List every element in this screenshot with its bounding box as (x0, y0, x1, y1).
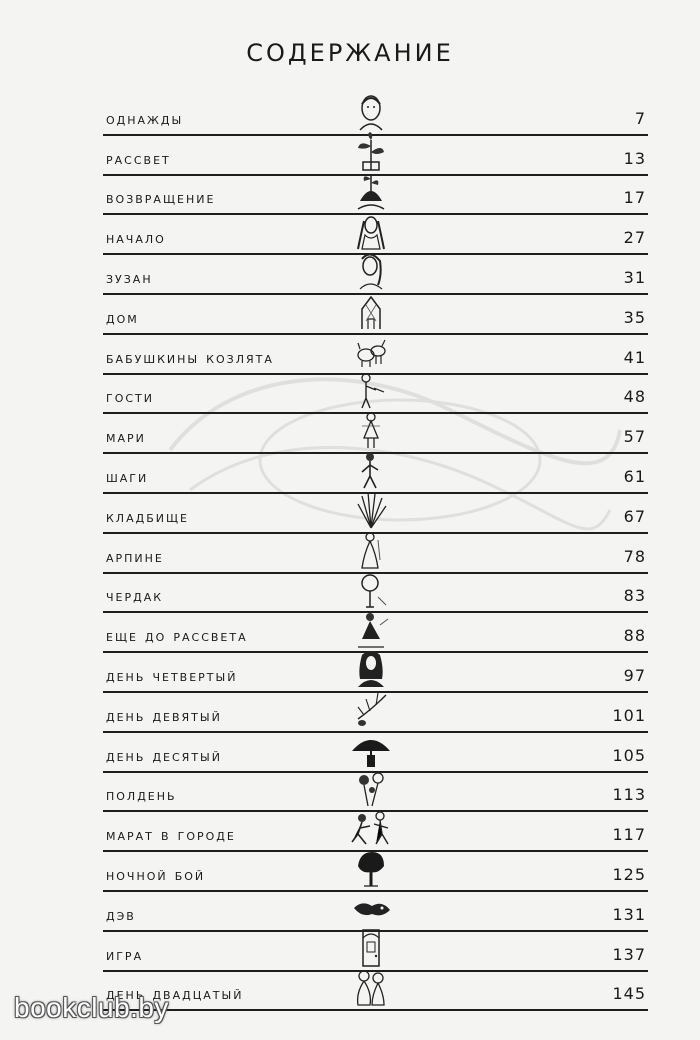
chapter-title: арпине (106, 546, 164, 566)
bird-branch-icon (348, 689, 394, 729)
toc-row[interactable] (103, 494, 648, 534)
toc-row[interactable] (103, 932, 648, 972)
toc-row[interactable] (103, 215, 648, 255)
toc-row[interactable] (103, 773, 648, 813)
toc-row[interactable] (103, 414, 648, 454)
chapter-title: ночной бой (106, 864, 206, 884)
toc-row[interactable] (103, 613, 648, 653)
toc-row[interactable] (103, 892, 648, 932)
page-number: 101 (612, 705, 646, 725)
chapter-title: гости (106, 387, 154, 407)
toc-row[interactable] (103, 295, 648, 335)
two-figures-icon (348, 967, 394, 1007)
woman-figure-icon (348, 530, 394, 570)
toc-row[interactable] (103, 335, 648, 375)
girl-figure-icon (348, 410, 394, 450)
chapter-title: зузан (106, 267, 153, 287)
page-number: 145 (612, 984, 646, 1004)
chapter-title: полдень (106, 785, 177, 805)
house-sketch-icon (348, 291, 394, 331)
chapter-title: день четвертый (106, 665, 238, 685)
chapter-title: однажды (106, 108, 184, 128)
umbrella-icon (348, 729, 394, 769)
page-number: 61 (623, 466, 646, 486)
chapter-title: день десятый (106, 745, 222, 765)
flowers-icon (348, 768, 394, 808)
door-icon (348, 928, 394, 968)
sitting-figure-icon (348, 609, 394, 649)
page-number: 17 (623, 188, 646, 208)
toc-row[interactable] (103, 176, 648, 216)
toc-row[interactable] (103, 255, 648, 295)
long-haired-woman-icon (348, 211, 394, 251)
chapter-title: возвращение (106, 188, 216, 208)
chapter-title: кладбище (106, 506, 189, 526)
chapter-title: день девятый (106, 705, 222, 725)
toc-row[interactable] (103, 96, 648, 136)
goats-sketch-icon (348, 331, 394, 371)
chapter-title: еще до рассвета (106, 626, 248, 646)
page-number: 113 (612, 785, 646, 805)
page-number: 27 (623, 228, 646, 248)
page-number: 31 (623, 267, 646, 287)
chapter-title: мари (106, 427, 146, 447)
toc-row[interactable] (103, 375, 648, 415)
page-number: 57 (623, 427, 646, 447)
toc-row[interactable] (103, 534, 648, 574)
chapter-title: игра (106, 944, 144, 964)
page-number: 97 (623, 665, 646, 685)
chapter-title: бабушкины козлята (106, 347, 274, 367)
toc-row[interactable] (103, 454, 648, 494)
page-number: 105 (612, 745, 646, 765)
page-number: 41 (623, 347, 646, 367)
creature-icon (348, 888, 394, 928)
portrait-icon (348, 92, 394, 132)
toc-row[interactable] (103, 136, 648, 176)
figure-with-plant-icon (348, 171, 394, 211)
page-number: 67 (623, 506, 646, 526)
walking-figure-icon (348, 450, 394, 490)
chapter-title: шаги (106, 466, 149, 486)
chapter-title: дом (106, 307, 139, 327)
page-number: 48 (623, 387, 646, 407)
dark-tree-icon (348, 848, 394, 888)
page-number: 131 (612, 904, 646, 924)
toc-row[interactable] (103, 812, 648, 852)
chapter-title: дэв (106, 904, 136, 924)
page-number: 7 (634, 108, 646, 128)
standing-figure-icon (348, 370, 394, 410)
dark-haired-woman-icon (348, 649, 394, 689)
page-title: содержание (246, 30, 454, 70)
page-number: 137 (612, 944, 646, 964)
chapter-title: чердак (106, 586, 164, 606)
table-of-contents (103, 96, 648, 1011)
chapter-title: марат в городе (106, 825, 236, 845)
running-figures-icon (348, 808, 394, 848)
chapter-title: рассвет (106, 148, 171, 168)
toc-row[interactable] (103, 852, 648, 892)
page-number: 88 (623, 626, 646, 646)
plant-in-pot-icon (348, 132, 394, 172)
toc-row[interactable] (103, 972, 648, 1012)
toc-row[interactable] (103, 653, 648, 693)
toc-row[interactable] (103, 733, 648, 773)
page-number: 83 (623, 586, 646, 606)
chapter-title: начало (106, 228, 166, 248)
toc-row[interactable] (103, 574, 648, 614)
watermark-logo: bookclub.by (14, 992, 169, 1023)
chapter-title: день двадцатый (106, 984, 244, 1004)
page-number: 117 (612, 825, 646, 845)
page-number: 125 (612, 864, 646, 884)
grass-tuft-icon (348, 490, 394, 530)
page-number: 78 (623, 546, 646, 566)
woman-portrait-icon (348, 251, 394, 291)
tree-sketch-icon (348, 569, 394, 609)
toc-row[interactable] (103, 693, 648, 733)
page-number: 35 (623, 307, 646, 327)
page-number: 13 (623, 148, 646, 168)
